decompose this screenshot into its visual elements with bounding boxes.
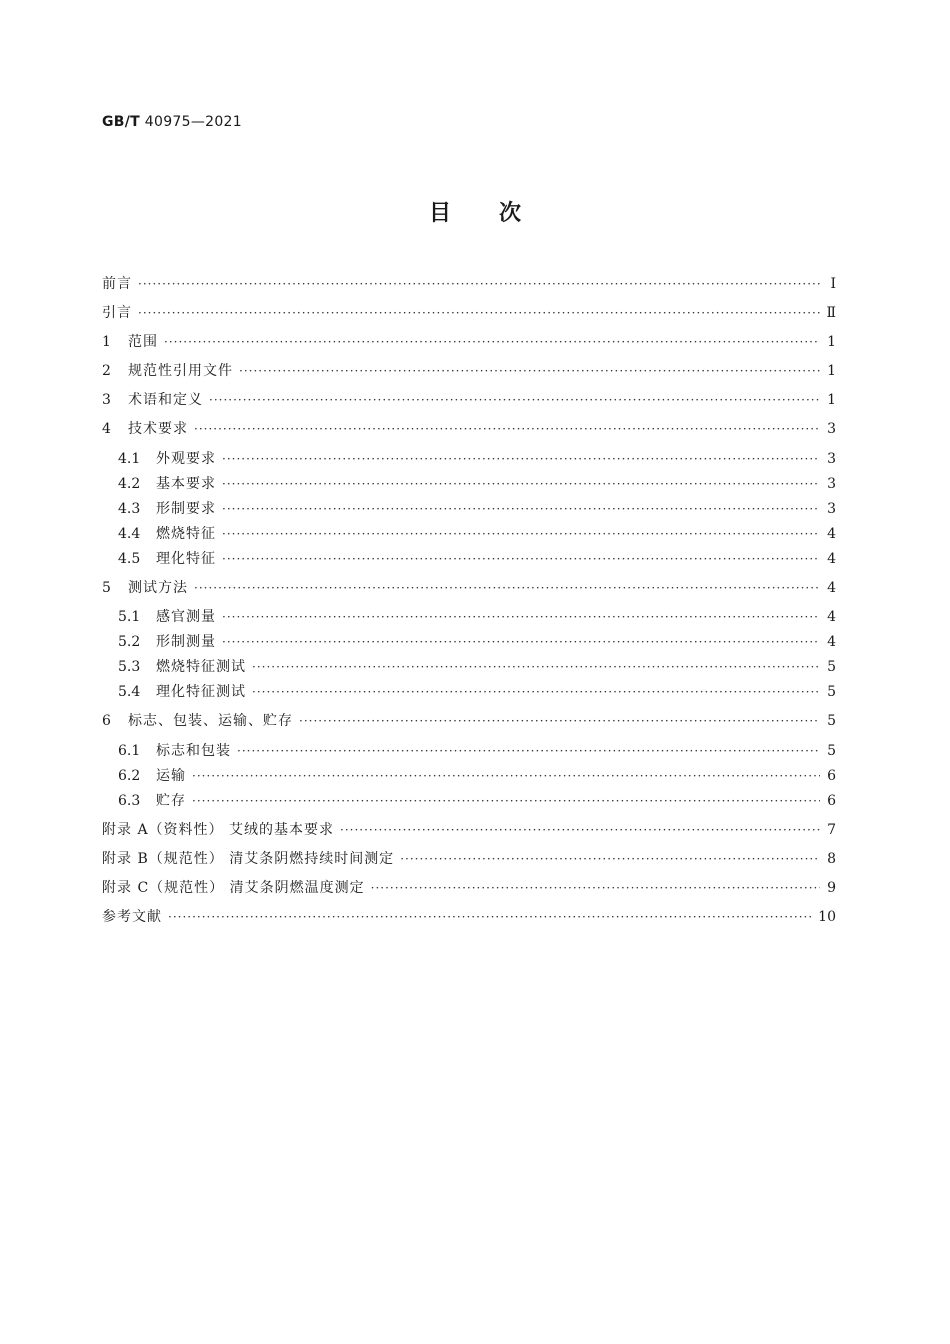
leader-dots	[222, 549, 820, 569]
standard-number: 40975—2021	[144, 114, 242, 130]
toc-entry-label: 术语和定义	[128, 392, 203, 408]
toc-entry-number: 6.3	[118, 793, 141, 809]
toc-entry-page: 8	[827, 851, 836, 867]
toc-entry-number: 6.2	[118, 768, 141, 784]
toc-entry-6-1[interactable]	[118, 741, 836, 761]
toc-entry-label: 外观要求	[156, 451, 216, 467]
leader-dots	[138, 274, 820, 294]
toc-entry-page: 3	[827, 451, 836, 467]
toc-entry-number: 2	[102, 363, 111, 379]
toc-entry-foreword[interactable]	[102, 274, 836, 294]
toc-entry-label: 标志、包装、运输、贮存	[128, 713, 293, 729]
toc-entry-page: 5	[827, 659, 836, 675]
toc-entry-label: 燃烧特征测试	[156, 659, 246, 675]
toc-entry-5[interactable]	[102, 578, 836, 598]
toc-entry-references[interactable]	[102, 907, 836, 927]
toc-entry-page: 4	[827, 551, 836, 567]
toc-entry-number: 3	[102, 392, 111, 408]
toc-entry-page: 1	[827, 392, 836, 408]
toc-entry-number: 5.1	[118, 609, 141, 625]
toc-entry-number: 4.2	[118, 476, 141, 492]
toc-entry-label: 附录 B（规范性） 清艾条阴燃持续时间测定	[102, 851, 395, 867]
toc-entry-page: 4	[827, 526, 836, 542]
leader-dots	[194, 578, 820, 598]
toc-entry-number: 4	[102, 421, 111, 437]
toc-entry-6-3[interactable]	[118, 791, 836, 811]
toc-entry-4-2[interactable]	[118, 474, 836, 494]
leader-dots	[340, 820, 820, 840]
leader-dots	[222, 449, 820, 469]
toc-entry-label: 前言	[102, 276, 132, 292]
leader-dots	[299, 711, 820, 731]
toc-entry-page: Ⅰ	[830, 276, 836, 292]
toc-entry-label: 燃烧特征	[156, 526, 216, 542]
toc-entry-number: 1	[102, 334, 111, 350]
leader-dots	[222, 499, 820, 519]
toc-entry-page: 10	[818, 909, 836, 925]
toc-entry-appendix-a[interactable]	[102, 820, 836, 840]
toc-entry-6-2[interactable]	[118, 766, 836, 786]
toc-entry-4-4[interactable]	[118, 524, 836, 544]
leader-dots	[237, 741, 820, 761]
toc-entry-page: 3	[827, 476, 836, 492]
toc-entry-5-2[interactable]	[118, 632, 836, 652]
toc-entry-5-1[interactable]	[118, 607, 836, 627]
toc-entry-number: 5	[102, 580, 111, 596]
leader-dots	[192, 791, 820, 811]
toc-entry-4-3[interactable]	[118, 499, 836, 519]
toc-entry-label: 理化特征	[156, 551, 216, 567]
toc-entry-3[interactable]	[102, 390, 836, 410]
toc-entry-number: 5.2	[118, 634, 141, 650]
leader-dots	[371, 878, 820, 898]
toc-entry-page: 7	[827, 822, 836, 838]
toc-entry-label: 引言	[102, 305, 132, 321]
toc-entry-number: 4.3	[118, 501, 141, 517]
leader-dots	[194, 419, 820, 439]
toc-entry-label: 测试方法	[128, 580, 188, 596]
toc-entry-number: 5.4	[118, 684, 141, 700]
standard-prefix: GB/T	[102, 114, 141, 130]
leader-dots	[138, 303, 820, 323]
toc-entry-page: 3	[827, 421, 836, 437]
toc-entry-label: 参考文献	[102, 909, 162, 925]
toc-entry-page: 4	[827, 634, 836, 650]
toc-entry-page: 1	[827, 334, 836, 350]
toc-entry-1[interactable]	[102, 332, 836, 352]
toc-entry-number: 4.5	[118, 551, 141, 567]
leader-dots	[222, 524, 820, 544]
leader-dots	[168, 907, 812, 927]
leader-dots	[222, 632, 820, 652]
leader-dots	[252, 657, 820, 677]
leader-dots	[400, 849, 820, 869]
toc-entry-4-5[interactable]	[118, 549, 836, 569]
toc-entry-page: 6	[827, 793, 836, 809]
toc-entry-page: Ⅱ	[826, 305, 836, 321]
toc-entry-2[interactable]	[102, 361, 836, 381]
toc-entry-label: 贮存	[156, 793, 186, 809]
toc-entry-appendix-b[interactable]	[102, 849, 836, 869]
toc-entry-page: 4	[827, 580, 836, 596]
toc-entry-page: 9	[827, 880, 836, 896]
toc-entry-6[interactable]	[102, 711, 836, 731]
toc-entry-number: 6.1	[118, 743, 141, 759]
toc-entry-page: 5	[827, 684, 836, 700]
toc-entry-introduction[interactable]	[102, 303, 836, 323]
toc-entry-4-1[interactable]	[118, 449, 836, 469]
leader-dots	[209, 390, 820, 410]
toc-entry-number: 4.4	[118, 526, 141, 542]
page-title: 目次	[428, 201, 569, 226]
toc-entry-label: 范围	[128, 334, 158, 350]
toc-entry-5-3[interactable]	[118, 657, 836, 677]
toc-entry-number: 5.3	[118, 659, 141, 675]
leader-dots	[222, 607, 820, 627]
toc-entry-label: 规范性引用文件	[128, 363, 233, 379]
leader-dots	[239, 361, 820, 381]
leader-dots	[252, 682, 820, 702]
toc-entry-label: 理化特征测试	[156, 684, 246, 700]
toc-entry-label: 标志和包装	[156, 743, 231, 759]
toc-entry-label: 形制测量	[156, 634, 216, 650]
toc-entry-label: 技术要求	[128, 421, 188, 437]
toc-entry-number: 4.1	[118, 451, 141, 467]
toc-entry-page: 3	[827, 501, 836, 517]
toc-entry-page: 5	[827, 713, 836, 729]
toc-entry-label: 附录 A（资料性） 艾绒的基本要求	[102, 822, 335, 838]
toc-entry-page: 6	[827, 768, 836, 784]
leader-dots	[222, 474, 820, 494]
toc-entry-page: 5	[827, 743, 836, 759]
leader-dots	[192, 766, 820, 786]
toc-entry-appendix-c[interactable]	[102, 878, 836, 898]
toc-entry-label: 形制要求	[156, 501, 216, 517]
toc-entry-label: 感官测量	[156, 609, 216, 625]
toc-entry-number: 6	[102, 713, 111, 729]
standard-code	[102, 114, 242, 130]
toc-entry-label: 基本要求	[156, 476, 216, 492]
toc-entry-4[interactable]	[102, 419, 836, 439]
toc-entry-label: 运输	[156, 768, 186, 784]
toc-entry-5-4[interactable]	[118, 682, 836, 702]
leader-dots	[164, 332, 820, 352]
toc-entry-page: 1	[827, 363, 836, 379]
toc-entry-label: 附录 C（规范性） 清艾条阴燃温度测定	[102, 880, 365, 896]
toc-entry-page: 4	[827, 609, 836, 625]
